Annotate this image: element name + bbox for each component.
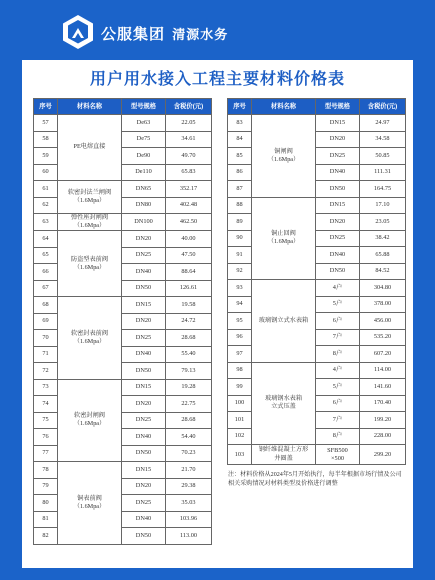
row-index: 68 <box>34 297 58 314</box>
spec-cell: DN50 <box>122 363 166 380</box>
price-cell: 50.85 <box>360 148 406 165</box>
spec-cell: DN40 <box>122 429 166 446</box>
table-header-row <box>34 99 212 115</box>
price-cell: 34.58 <box>360 131 406 148</box>
material-name: 铜表前阀 （1.6Mpa） <box>58 462 122 545</box>
price-cell: 35.03 <box>166 495 212 512</box>
table-row <box>228 445 406 465</box>
spec-cell: 7户 <box>316 329 360 346</box>
spec-cell: DN50 <box>122 445 166 462</box>
spec-cell: DN25 <box>122 330 166 347</box>
material-name: 铜止回阀 （1.6Mpa） <box>252 197 316 280</box>
row-index: 70 <box>34 330 58 347</box>
table-row <box>228 115 406 132</box>
row-index: 75 <box>34 412 58 429</box>
spec-cell: 8户 <box>316 428 360 445</box>
spec-cell: DN65 <box>122 181 166 198</box>
spec-cell: DN15 <box>122 297 166 314</box>
spec-cell: DN50 <box>122 528 166 545</box>
price-cell: 49.70 <box>166 148 212 165</box>
spec-cell: DN20 <box>316 131 360 148</box>
price-cell: 40.00 <box>166 231 212 248</box>
spec-cell: DN15 <box>122 462 166 479</box>
spec-cell: DN25 <box>122 412 166 429</box>
price-cell: 111.31 <box>360 164 406 181</box>
spec-cell: 6户 <box>316 395 360 412</box>
row-index: 72 <box>34 363 58 380</box>
price-cell: 402.48 <box>166 197 212 214</box>
spec-cell: 7户 <box>316 412 360 429</box>
row-index: 57 <box>34 115 58 132</box>
row-index: 99 <box>228 379 252 396</box>
page-title: 用户用水接入工程主要材料价格表 <box>89 71 345 88</box>
price-cell: 535.20 <box>360 329 406 346</box>
spec-cell: DN100 <box>122 214 166 231</box>
price-cell: 22.75 <box>166 396 212 413</box>
material-name: 钢纤维混凝土方形 井圈盖 <box>252 445 316 465</box>
header-material: 材料名称 <box>252 99 316 115</box>
row-index: 63 <box>34 214 58 231</box>
price-cell: 164.75 <box>360 181 406 198</box>
price-cell: 28.68 <box>166 412 212 429</box>
material-name: 防盗型表前阀 （1.6Mpa） <box>58 231 122 297</box>
price-cell: 19.58 <box>166 297 212 314</box>
spec-cell: 5户 <box>316 379 360 396</box>
row-index: 58 <box>34 131 58 148</box>
row-index: 89 <box>228 214 252 231</box>
row-index: 81 <box>34 511 58 528</box>
row-index: 84 <box>228 131 252 148</box>
table-header-row <box>228 99 406 115</box>
row-index: 98 <box>228 362 252 379</box>
price-cell: 114.00 <box>360 362 406 379</box>
row-index: 95 <box>228 313 252 330</box>
spec-cell: DN40 <box>122 511 166 528</box>
price-cell: 141.60 <box>360 379 406 396</box>
header-price: 含税价(元) <box>166 99 212 115</box>
row-index: 71 <box>34 346 58 363</box>
table-row <box>34 214 212 231</box>
material-name: 玻璃钢水表箱 立式压盖 <box>252 362 316 445</box>
price-cell: 38.42 <box>360 230 406 247</box>
price-cell: 65.83 <box>166 164 212 181</box>
spec-cell: DN15 <box>316 115 360 132</box>
row-index: 88 <box>228 197 252 214</box>
row-index: 101 <box>228 412 252 429</box>
spec-cell: 8户 <box>316 346 360 363</box>
price-cell: 34.61 <box>166 131 212 148</box>
price-cell: 24.72 <box>166 313 212 330</box>
spec-cell: DN20 <box>316 214 360 231</box>
table-row <box>228 362 406 379</box>
spec-cell: DN25 <box>122 247 166 264</box>
row-index: 73 <box>34 379 58 396</box>
price-cell: 352.17 <box>166 181 212 198</box>
header-index: 序号 <box>228 99 252 115</box>
row-index: 90 <box>228 230 252 247</box>
price-cell: 299.20 <box>360 445 406 465</box>
row-index: 69 <box>34 313 58 330</box>
row-index: 92 <box>228 263 252 280</box>
price-cell: 19.28 <box>166 379 212 396</box>
spec-cell: DN50 <box>316 181 360 198</box>
price-table-left <box>33 98 212 545</box>
price-cell: 228.00 <box>360 428 406 445</box>
row-index: 67 <box>34 280 58 297</box>
row-index: 93 <box>228 280 252 297</box>
header-spec: 型号规格 <box>316 99 360 115</box>
price-cell: 65.88 <box>360 247 406 264</box>
brand-sub: 清源水务 <box>172 27 229 42</box>
price-cell: 54.40 <box>166 429 212 446</box>
spec-cell: DN40 <box>122 264 166 281</box>
material-name: PE电熔直接 <box>58 115 122 181</box>
price-cell: 378.00 <box>360 296 406 313</box>
price-cell: 17.10 <box>360 197 406 214</box>
brand-name <box>101 23 228 44</box>
spec-cell: DN25 <box>316 230 360 247</box>
price-cell: 456.00 <box>360 313 406 330</box>
price-cell: 103.96 <box>166 511 212 528</box>
table-row <box>34 115 212 132</box>
spec-cell: 4户 <box>316 280 360 297</box>
price-cell: 126.61 <box>166 280 212 297</box>
table-row <box>34 379 212 396</box>
price-cell: 88.64 <box>166 264 212 281</box>
price-cell: 462.50 <box>166 214 212 231</box>
row-index: 62 <box>34 197 58 214</box>
spec-cell: DN40 <box>316 247 360 264</box>
material-name: 软密封法兰闸阀 （1.6Mpa） <box>58 181 122 214</box>
row-index: 59 <box>34 148 58 165</box>
row-index: 77 <box>34 445 58 462</box>
price-cell: 23.05 <box>360 214 406 231</box>
row-index: 91 <box>228 247 252 264</box>
table-row <box>228 280 406 297</box>
row-index: 74 <box>34 396 58 413</box>
material-name: 软密封闸阀 （1.6Mpa） <box>58 379 122 462</box>
spec-cell: De75 <box>122 131 166 148</box>
row-index: 61 <box>34 181 58 198</box>
spec-cell: De90 <box>122 148 166 165</box>
row-index: 66 <box>34 264 58 281</box>
row-index: 86 <box>228 164 252 181</box>
row-index: 65 <box>34 247 58 264</box>
material-name: 软密封表前阀 （1.6Mpa） <box>58 297 122 380</box>
row-index: 82 <box>34 528 58 545</box>
spec-cell: De63 <box>122 115 166 132</box>
row-index: 97 <box>228 346 252 363</box>
spec-cell: DN50 <box>122 280 166 297</box>
price-cell: 170.40 <box>360 395 406 412</box>
row-index: 100 <box>228 395 252 412</box>
table-row <box>228 197 406 214</box>
header-spec: 型号规格 <box>122 99 166 115</box>
spec-cell: DN20 <box>122 396 166 413</box>
spec-cell: 6户 <box>316 313 360 330</box>
price-cell: 70.23 <box>166 445 212 462</box>
row-index: 87 <box>228 181 252 198</box>
price-cell: 304.80 <box>360 280 406 297</box>
row-index: 78 <box>34 462 58 479</box>
material-name: 弹性座封闸阀 （1.6Mpa） <box>58 214 122 231</box>
spec-cell: De110 <box>122 164 166 181</box>
spec-cell: DN50 <box>316 263 360 280</box>
spec-cell: DN20 <box>122 231 166 248</box>
table-row <box>34 231 212 248</box>
spec-cell: DN80 <box>122 197 166 214</box>
price-cell: 607.20 <box>360 346 406 363</box>
company-logo-icon <box>62 14 94 50</box>
row-index: 60 <box>34 164 58 181</box>
header-bar <box>0 0 435 60</box>
price-cell: 55.40 <box>166 346 212 363</box>
header-material: 材料名称 <box>58 99 122 115</box>
table-row <box>34 297 212 314</box>
brand-main: 公服集团 <box>101 26 166 43</box>
spec-cell: DN40 <box>122 346 166 363</box>
header-price: 含税价(元) <box>360 99 406 115</box>
spec-cell: 4户 <box>316 362 360 379</box>
spec-cell: DN25 <box>316 148 360 165</box>
spec-cell: 5户 <box>316 296 360 313</box>
price-cell: 28.68 <box>166 330 212 347</box>
row-index: 85 <box>228 148 252 165</box>
row-index: 83 <box>228 115 252 132</box>
price-cell: 199.20 <box>360 412 406 429</box>
spec-cell: SFB500 ×500 <box>316 445 360 465</box>
row-index: 103 <box>228 445 252 465</box>
table-row <box>34 462 212 479</box>
row-index: 96 <box>228 329 252 346</box>
price-cell: 47.50 <box>166 247 212 264</box>
row-index: 94 <box>228 296 252 313</box>
row-index: 102 <box>228 428 252 445</box>
material-name: 铜闸阀 （1.6Mpa） <box>252 115 316 198</box>
price-cell: 21.70 <box>166 462 212 479</box>
spec-cell: DN15 <box>316 197 360 214</box>
price-cell: 24.97 <box>360 115 406 132</box>
spec-cell: DN20 <box>122 313 166 330</box>
price-cell: 113.00 <box>166 528 212 545</box>
price-cell: 79.13 <box>166 363 212 380</box>
row-index: 79 <box>34 478 58 495</box>
price-cell: 22.05 <box>166 115 212 132</box>
price-cell: 29.38 <box>166 478 212 495</box>
table-row <box>34 181 212 198</box>
row-index: 64 <box>34 231 58 248</box>
row-index: 80 <box>34 495 58 512</box>
price-table-right <box>227 98 406 465</box>
spec-cell: DN40 <box>316 164 360 181</box>
material-name: 玻璃钢立式水表箱 <box>252 280 316 363</box>
spec-cell: DN15 <box>122 379 166 396</box>
price-note: 注：材料价格从2024年5月开始执行，每半年根据市场行情及公司相关采购情况对材料类型及价格进行调整 <box>228 472 402 488</box>
header-index: 序号 <box>34 99 58 115</box>
spec-cell: DN20 <box>122 478 166 495</box>
row-index: 76 <box>34 429 58 446</box>
spec-cell: DN25 <box>122 495 166 512</box>
price-cell: 84.52 <box>360 263 406 280</box>
